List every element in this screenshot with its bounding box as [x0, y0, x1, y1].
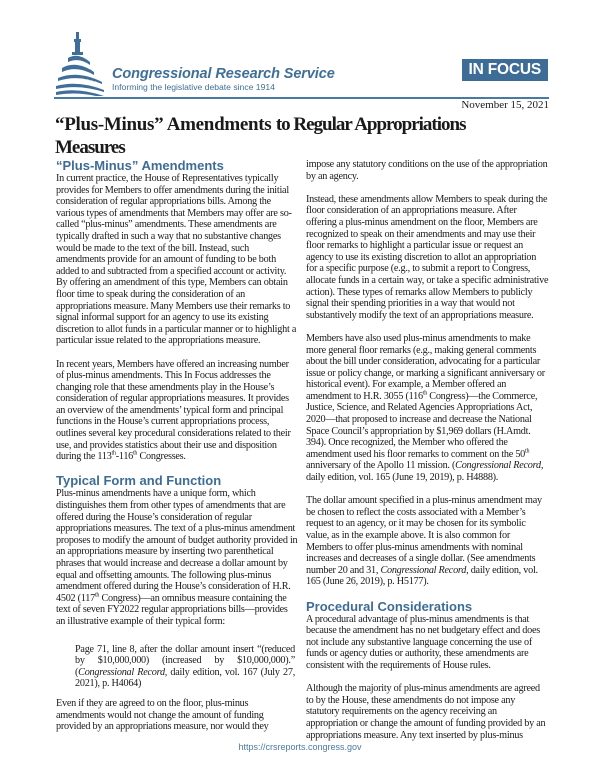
- form-paragraph-2: Even if they are agreed to on the floor, plus-minus amendments would not change the amount of funding provided by an appropriations measure, nor would they: [56, 697, 269, 733]
- superscript: th: [422, 390, 427, 397]
- text: daily edition, vol. 165 (June 19, 2019), p. H4888).: [306, 472, 499, 484]
- org-tagline: Informing the legislative debate since 1914: [112, 82, 275, 92]
- right-paragraph-0: impose any statutory conditions on the use of the appropriation by an agency.: [306, 159, 548, 182]
- title-part-2: to Regular Appropriations Measures: [55, 114, 466, 158]
- publication-date: November 15, 2021: [461, 99, 549, 111]
- left-column: [56, 159, 299, 744]
- page-title: [55, 113, 535, 159]
- citation-title: Congressional Record,: [380, 564, 469, 576]
- citation-title: Congressional Record,: [78, 666, 168, 678]
- text: Congress)—the Commerce, Justice, Science, and Related Agencies Appropriations Act, 2020—that proposed to increase and decrease the National Space Council’s appropriation by $1,969 dollars (H.Amdt. 394). Once recognized, the Member who offered the amendment used his floor remarks to comment on the 50: [306, 390, 538, 460]
- page-header: [54, 28, 549, 100]
- text: daily edition, vol. 167 (July 27, 2021), p. H4064): [75, 666, 295, 690]
- section-heading-plus-minus: “Plus-Minus” Amendments: [56, 158, 224, 173]
- superscript: th: [133, 450, 138, 457]
- text: daily edition, vol. 165 (June 26, 2019), p. H5177).: [306, 564, 538, 588]
- text: -116: [115, 451, 134, 463]
- superscript: th: [94, 592, 100, 599]
- text: anniversary of the Apollo 11 mission. (: [306, 460, 456, 472]
- title-part-1: “Plus-Minus” Amendments: [55, 114, 276, 135]
- superscript: th: [525, 448, 530, 455]
- superscript: th: [111, 450, 116, 457]
- citation-title: Congressional Record,: [455, 460, 544, 472]
- in-focus-badge: IN FOCUS: [462, 59, 548, 81]
- footer-link[interactable]: https://crsreports.congress.gov: [238, 742, 362, 752]
- right-paragraph-3: [306, 495, 549, 588]
- logo-text: [112, 67, 335, 93]
- text: In recent years, Members have offered an increasing number of plus-minus amendments. This In Focus addresses the changing role that these amendments play in the House’s consideration of regular appropriations measures. It provides an overview of the amendments’ typical form and principal functions in the House’s current appropriations process, outlines several key procedural considerations related to their use, and provides statistics about their use and disposition during the 113: [56, 358, 291, 463]
- right-paragraph-2: [306, 333, 549, 484]
- form-paragraph-1: [56, 488, 299, 627]
- intro-paragraph-2: [56, 359, 299, 463]
- text: Plus-minus amendments have a unique form, which distinguishes them from other types of amendments that are offered during the House’s consideration of regular appropriations measures. The text of a plus-minus amendment proposes to modify the amount of budget authority provided in an appropriations measure by inserting two parenthetical phrases that would increase and decrease a dollar amount by equal and offsetting amounts. The following plus-minus amendment offered during the House’s consideration of H.R. 4502 (117: [56, 488, 298, 604]
- capitol-dome-icon: [56, 30, 106, 96]
- text: Congresses.: [137, 451, 186, 463]
- text: Congress)—an omnibus measure containing the text of seven FY2022 regular appropriations bills—provides an illustrative example of their typical form:: [56, 592, 288, 627]
- text: Members have also used plus-minus amendments to make more general floor remarks (e.g., making general comments about the bill under consideration, advocating for a particular issue or policy change, or marking a significant anniversary or historical event). For example, a Member offered an amendment to H.R. 3055 (116: [306, 332, 545, 402]
- section-heading-typical-form: Typical Form and Function: [56, 473, 222, 489]
- procedural-paragraph-2: Although the majority of plus-minus amendments are agreed to by the House, these amendments do not impose any statutory requirements on the agency receiving an appropriation or change the amount of funding provided by an appropriations measure. Any text inserted by plus-minus: [306, 683, 546, 741]
- text: The dollar amount specified in a plus-minus amendment may be chosen to reflect the costs associated with a Member’s request to an agency, or it may be chosen for its symbolic value, as in the example above. It is also common for Members to offer plus-minus amendments with nominal increases and decreases of a single dollar. (See amendments number 20 and 31,: [306, 495, 542, 576]
- intro-paragraph-1: In current practice, the House of Representatives typically provides for Members to offer amendments during the initial consideration of regular appropriations bills. Among the various types of amendments that Members may offer are so-called “plus-minus” amendments. These amendments are typically drafted in such a way that no substantive changes would be made to the text of the bill. Instead, such amendments provide for an amount of funding to be both added to and subtracted from a specified account or activity. By offering an amendment of this type, Members can obtain floor time to speak during the consideration of an appropriations measure. Many Members use their remarks to signal informal support for an agency to use its existing discretion to allot funds in a particular manner or to highlight a particular issue related to the appropriations measure.: [56, 173, 297, 347]
- right-paragraph-1: Instead, these amendments allow Members to speak during the floor consideration of an appropriations measure. After offering a plus-minus amendment on the floor, Members are recognized to speak on their amendments and may use their floor remarks to highlight a particular issue or request an agency to use its existing discretion to allot an appropriation for a specific purpose (e.g., to submit a report to Congress, allocate funds in a certain way, or take a specific administrative action). These types of remarks allow Members to publicly signal their spending priorities in a way that would not substantively modify the text of an appropriations measure.: [306, 193, 549, 321]
- footer-url[interactable]: [0, 742, 600, 752]
- right-column: [306, 159, 549, 753]
- text: Page 71, line 8, after the dollar amount insert “(reduced by $10,000,000) (increased by $10,000,000).” (: [75, 643, 295, 678]
- procedural-paragraph-1: A procedural advantage of plus-minus amendments is that because the amendment has no net budgetary effect and does not include any substantive language concerning the use of funds or agency duties or authority, these amendments are consistent with the requirements of House rules.: [306, 613, 540, 671]
- block-quote: [75, 644, 295, 690]
- org-name: Congressional Research Service: [112, 66, 335, 82]
- section-heading-procedural: Procedural Considerations: [306, 598, 473, 614]
